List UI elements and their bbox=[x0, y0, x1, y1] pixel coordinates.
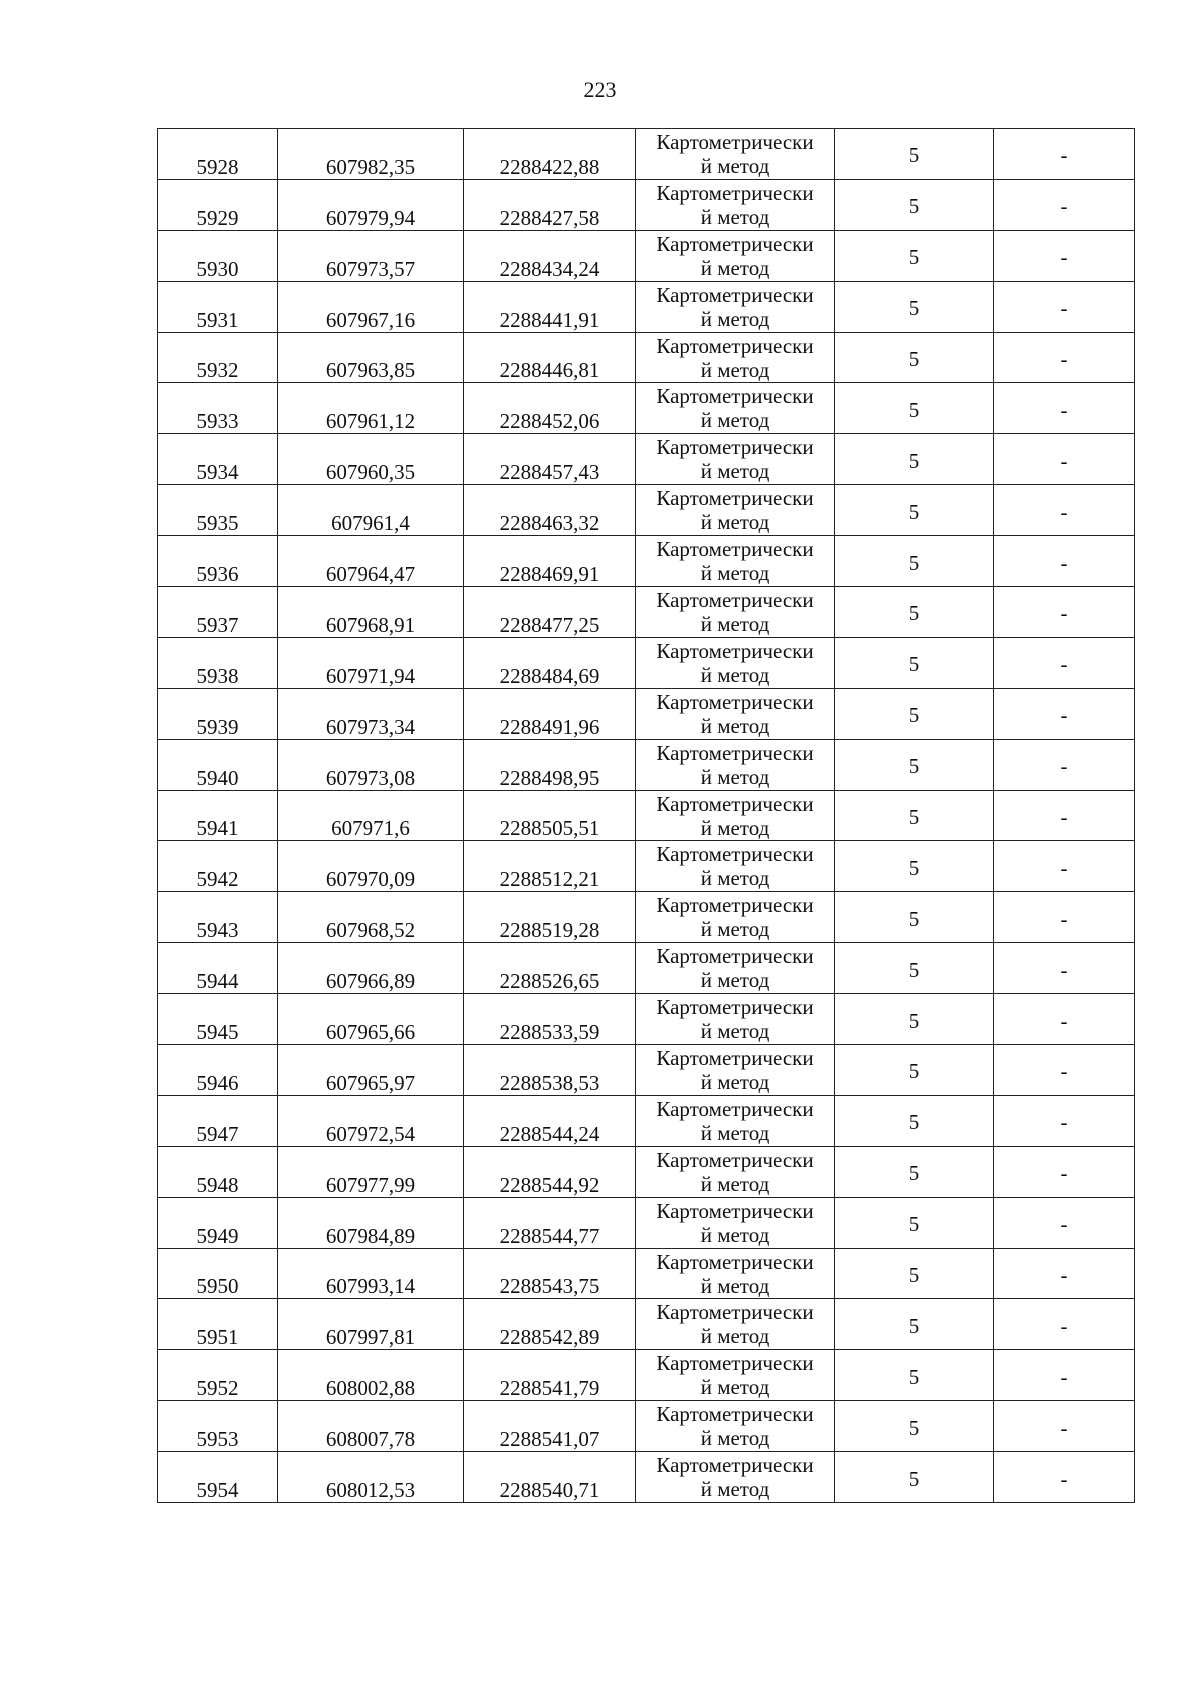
accuracy-cell: 5 bbox=[835, 1045, 994, 1096]
accuracy-cell: 5 bbox=[835, 485, 994, 536]
accuracy-cell: 5 bbox=[835, 1146, 994, 1197]
y-coordinate-cell: 2288484,69 bbox=[464, 637, 636, 688]
table-row bbox=[158, 587, 1135, 638]
note-cell: - bbox=[994, 1197, 1135, 1248]
table-row bbox=[158, 1146, 1135, 1197]
x-coordinate-cell: 607973,57 bbox=[278, 230, 464, 281]
note-cell: - bbox=[994, 841, 1135, 892]
note-cell: - bbox=[994, 1095, 1135, 1146]
table-row bbox=[158, 1299, 1135, 1350]
method-label-line2: й метод bbox=[700, 713, 770, 738]
page-number: 223 bbox=[583, 77, 617, 102]
method-cell bbox=[636, 1248, 835, 1299]
table-row bbox=[158, 1045, 1135, 1096]
method-cell bbox=[636, 230, 835, 281]
point-number-cell: 5931 bbox=[158, 281, 278, 332]
method-cell bbox=[636, 536, 835, 587]
point-number-cell: 5944 bbox=[158, 943, 278, 994]
accuracy-cell: 5 bbox=[835, 892, 994, 943]
method-label-line1: Картометрически bbox=[656, 638, 814, 663]
point-number-cell: 5929 bbox=[158, 179, 278, 230]
table-row bbox=[158, 485, 1135, 536]
y-coordinate-cell: 2288441,91 bbox=[464, 281, 636, 332]
x-coordinate-cell: 607973,08 bbox=[278, 739, 464, 790]
x-coordinate-cell: 607963,85 bbox=[278, 332, 464, 383]
method-label-line1: Картометрически bbox=[656, 689, 814, 714]
y-coordinate-cell: 2288422,88 bbox=[464, 129, 636, 180]
method-label-line2: й метод bbox=[700, 1120, 770, 1145]
y-coordinate-cell: 2288544,77 bbox=[464, 1197, 636, 1248]
method-label-line1: Картометрически bbox=[656, 1300, 814, 1325]
method-cell bbox=[636, 485, 835, 536]
note-cell: - bbox=[994, 536, 1135, 587]
accuracy-cell: 5 bbox=[835, 230, 994, 281]
method-label-line2: й метод bbox=[700, 1222, 770, 1247]
point-number-cell: 5940 bbox=[158, 739, 278, 790]
method-label-line2: й метод bbox=[700, 764, 770, 789]
y-coordinate-cell: 2288457,43 bbox=[464, 434, 636, 485]
y-coordinate-cell: 2288512,21 bbox=[464, 841, 636, 892]
method-cell bbox=[636, 739, 835, 790]
y-coordinate-cell: 2288526,65 bbox=[464, 943, 636, 994]
table-row bbox=[158, 1350, 1135, 1401]
method-cell bbox=[636, 383, 835, 434]
method-label-line1: Картометрически bbox=[656, 1096, 814, 1121]
y-coordinate-cell: 2288469,91 bbox=[464, 536, 636, 587]
method-label-line2: й метод bbox=[700, 1273, 770, 1298]
method-label-line1: Картометрически bbox=[656, 740, 814, 765]
note-cell: - bbox=[994, 281, 1135, 332]
method-label-line1: Картометрически bbox=[656, 1402, 814, 1427]
point-number-cell: 5932 bbox=[158, 332, 278, 383]
table-row bbox=[158, 230, 1135, 281]
method-cell bbox=[636, 1452, 835, 1503]
x-coordinate-cell: 607979,94 bbox=[278, 179, 464, 230]
method-cell bbox=[636, 790, 835, 841]
method-label-line1: Картометрически bbox=[656, 384, 814, 409]
method-label-line2: й метод bbox=[700, 561, 770, 586]
coordinates-table bbox=[157, 128, 1135, 1503]
method-label-line1: Картометрически bbox=[656, 1045, 814, 1070]
method-cell bbox=[636, 892, 835, 943]
accuracy-cell: 5 bbox=[835, 1248, 994, 1299]
x-coordinate-cell: 607997,81 bbox=[278, 1299, 464, 1350]
method-label-line2: й метод bbox=[700, 1019, 770, 1044]
method-label-line2: й метод bbox=[700, 255, 770, 280]
method-label-line2: й метод bbox=[700, 1477, 770, 1502]
method-label-line1: Картометрически bbox=[656, 1351, 814, 1376]
method-label-line2: й метод bbox=[700, 306, 770, 331]
accuracy-cell: 5 bbox=[835, 841, 994, 892]
x-coordinate-cell: 607993,14 bbox=[278, 1248, 464, 1299]
table-row bbox=[158, 1452, 1135, 1503]
x-coordinate-cell: 607984,89 bbox=[278, 1197, 464, 1248]
note-cell: - bbox=[994, 1452, 1135, 1503]
method-label-line2: й метод bbox=[700, 357, 770, 382]
x-coordinate-cell: 607967,16 bbox=[278, 281, 464, 332]
x-coordinate-cell: 607961,12 bbox=[278, 383, 464, 434]
coordinates-table-body bbox=[158, 129, 1135, 1503]
note-cell: - bbox=[994, 1350, 1135, 1401]
table-row bbox=[158, 281, 1135, 332]
method-label-line2: й метод bbox=[700, 204, 770, 229]
x-coordinate-cell: 607968,52 bbox=[278, 892, 464, 943]
table-row bbox=[158, 1401, 1135, 1452]
note-cell: - bbox=[994, 383, 1135, 434]
point-number-cell: 5937 bbox=[158, 587, 278, 638]
x-coordinate-cell: 607961,4 bbox=[278, 485, 464, 536]
method-label-line1: Картометрически bbox=[656, 791, 814, 816]
accuracy-cell: 5 bbox=[835, 434, 994, 485]
method-label-line2: й метод bbox=[700, 408, 770, 433]
method-label-line1: Картометрически bbox=[656, 333, 814, 358]
x-coordinate-cell: 607977,99 bbox=[278, 1146, 464, 1197]
y-coordinate-cell: 2288533,59 bbox=[464, 994, 636, 1045]
accuracy-cell: 5 bbox=[835, 1350, 994, 1401]
table-row bbox=[158, 1197, 1135, 1248]
method-label-line2: й метод bbox=[700, 815, 770, 840]
x-coordinate-cell: 607968,91 bbox=[278, 587, 464, 638]
accuracy-cell: 5 bbox=[835, 1452, 994, 1503]
table-row bbox=[158, 892, 1135, 943]
x-coordinate-cell: 608007,78 bbox=[278, 1401, 464, 1452]
method-label-line1: Картометрически bbox=[656, 231, 814, 256]
method-cell bbox=[636, 434, 835, 485]
point-number-cell: 5934 bbox=[158, 434, 278, 485]
y-coordinate-cell: 2288463,32 bbox=[464, 485, 636, 536]
method-label-line1: Картометрически bbox=[656, 842, 814, 867]
y-coordinate-cell: 2288434,24 bbox=[464, 230, 636, 281]
note-cell: - bbox=[994, 129, 1135, 180]
point-number-cell: 5952 bbox=[158, 1350, 278, 1401]
point-number-cell: 5945 bbox=[158, 994, 278, 1045]
method-label-line2: й метод bbox=[700, 917, 770, 942]
method-cell bbox=[636, 179, 835, 230]
x-coordinate-cell: 607965,66 bbox=[278, 994, 464, 1045]
method-cell bbox=[636, 587, 835, 638]
table-row bbox=[158, 536, 1135, 587]
accuracy-cell: 5 bbox=[835, 790, 994, 841]
y-coordinate-cell: 2288505,51 bbox=[464, 790, 636, 841]
note-cell: - bbox=[994, 587, 1135, 638]
method-cell bbox=[636, 332, 835, 383]
accuracy-cell: 5 bbox=[835, 129, 994, 180]
note-cell: - bbox=[994, 688, 1135, 739]
table-row bbox=[158, 179, 1135, 230]
point-number-cell: 5946 bbox=[158, 1045, 278, 1096]
x-coordinate-cell: 607965,97 bbox=[278, 1045, 464, 1096]
point-number-cell: 5953 bbox=[158, 1401, 278, 1452]
accuracy-cell: 5 bbox=[835, 1197, 994, 1248]
y-coordinate-cell: 2288540,71 bbox=[464, 1452, 636, 1503]
method-cell bbox=[636, 1401, 835, 1452]
table-row bbox=[158, 434, 1135, 485]
table-row bbox=[158, 739, 1135, 790]
method-label-line2: й метод bbox=[700, 1069, 770, 1094]
method-label-line1: Картометрически bbox=[656, 435, 814, 460]
method-label-line1: Картометрически bbox=[656, 1453, 814, 1478]
x-coordinate-cell: 608012,53 bbox=[278, 1452, 464, 1503]
y-coordinate-cell: 2288538,53 bbox=[464, 1045, 636, 1096]
method-label-line2: й метод bbox=[700, 459, 770, 484]
method-label-line2: й метод bbox=[700, 968, 770, 993]
table-row bbox=[158, 790, 1135, 841]
point-number-cell: 5954 bbox=[158, 1452, 278, 1503]
accuracy-cell: 5 bbox=[835, 383, 994, 434]
accuracy-cell: 5 bbox=[835, 1401, 994, 1452]
method-label-line1: Картометрически bbox=[656, 180, 814, 205]
accuracy-cell: 5 bbox=[835, 332, 994, 383]
method-cell bbox=[636, 1197, 835, 1248]
method-label-line1: Картометрически bbox=[656, 587, 814, 612]
note-cell: - bbox=[994, 179, 1135, 230]
method-label-line2: й метод bbox=[700, 1171, 770, 1196]
accuracy-cell: 5 bbox=[835, 1299, 994, 1350]
method-label-line1: Картометрически bbox=[656, 486, 814, 511]
method-label-line1: Картометрически bbox=[656, 944, 814, 969]
y-coordinate-cell: 2288544,24 bbox=[464, 1095, 636, 1146]
table-row bbox=[158, 1248, 1135, 1299]
note-cell: - bbox=[994, 1401, 1135, 1452]
x-coordinate-cell: 607964,47 bbox=[278, 536, 464, 587]
method-cell bbox=[636, 1095, 835, 1146]
x-coordinate-cell: 607972,54 bbox=[278, 1095, 464, 1146]
y-coordinate-cell: 2288544,92 bbox=[464, 1146, 636, 1197]
method-label-line2: й метод bbox=[700, 866, 770, 891]
method-label-line2: й метод bbox=[700, 611, 770, 636]
accuracy-cell: 5 bbox=[835, 281, 994, 332]
x-coordinate-cell: 607966,89 bbox=[278, 943, 464, 994]
method-cell bbox=[636, 688, 835, 739]
method-cell bbox=[636, 1045, 835, 1096]
point-number-cell: 5933 bbox=[158, 383, 278, 434]
y-coordinate-cell: 2288446,81 bbox=[464, 332, 636, 383]
method-label-line1: Картометрически bbox=[656, 129, 814, 154]
point-number-cell: 5951 bbox=[158, 1299, 278, 1350]
x-coordinate-cell: 608002,88 bbox=[278, 1350, 464, 1401]
method-cell bbox=[636, 637, 835, 688]
note-cell: - bbox=[994, 1248, 1135, 1299]
table-row bbox=[158, 129, 1135, 180]
accuracy-cell: 5 bbox=[835, 1095, 994, 1146]
point-number-cell: 5948 bbox=[158, 1146, 278, 1197]
method-label-line1: Картометрически bbox=[656, 1249, 814, 1274]
accuracy-cell: 5 bbox=[835, 637, 994, 688]
method-cell bbox=[636, 281, 835, 332]
method-cell bbox=[636, 1350, 835, 1401]
x-coordinate-cell: 607971,6 bbox=[278, 790, 464, 841]
note-cell: - bbox=[994, 1146, 1135, 1197]
accuracy-cell: 5 bbox=[835, 943, 994, 994]
x-coordinate-cell: 607960,35 bbox=[278, 434, 464, 485]
point-number-cell: 5928 bbox=[158, 129, 278, 180]
table-row bbox=[158, 1095, 1135, 1146]
note-cell: - bbox=[994, 790, 1135, 841]
accuracy-cell: 5 bbox=[835, 587, 994, 638]
point-number-cell: 5938 bbox=[158, 637, 278, 688]
accuracy-cell: 5 bbox=[835, 536, 994, 587]
y-coordinate-cell: 2288543,75 bbox=[464, 1248, 636, 1299]
note-cell: - bbox=[994, 485, 1135, 536]
method-cell bbox=[636, 1146, 835, 1197]
method-label-line2: й метод bbox=[700, 1324, 770, 1349]
accuracy-cell: 5 bbox=[835, 994, 994, 1045]
method-label-line2: й метод bbox=[700, 510, 770, 535]
point-number-cell: 5935 bbox=[158, 485, 278, 536]
point-number-cell: 5943 bbox=[158, 892, 278, 943]
method-label-line1: Картометрически bbox=[656, 893, 814, 918]
accuracy-cell: 5 bbox=[835, 688, 994, 739]
method-label-line2: й метод bbox=[700, 1426, 770, 1451]
x-coordinate-cell: 607973,34 bbox=[278, 688, 464, 739]
method-label-line1: Картометрически bbox=[656, 537, 814, 562]
method-cell bbox=[636, 129, 835, 180]
note-cell: - bbox=[994, 230, 1135, 281]
note-cell: - bbox=[994, 1299, 1135, 1350]
x-coordinate-cell: 607982,35 bbox=[278, 129, 464, 180]
method-label-line1: Картометрически bbox=[656, 995, 814, 1020]
note-cell: - bbox=[994, 892, 1135, 943]
point-number-cell: 5949 bbox=[158, 1197, 278, 1248]
y-coordinate-cell: 2288498,95 bbox=[464, 739, 636, 790]
y-coordinate-cell: 2288477,25 bbox=[464, 587, 636, 638]
table-row bbox=[158, 637, 1135, 688]
table-row bbox=[158, 943, 1135, 994]
point-number-cell: 5939 bbox=[158, 688, 278, 739]
y-coordinate-cell: 2288541,79 bbox=[464, 1350, 636, 1401]
method-label-line2: й метод bbox=[700, 1375, 770, 1400]
method-cell bbox=[636, 994, 835, 1045]
point-number-cell: 5947 bbox=[158, 1095, 278, 1146]
point-number-cell: 5950 bbox=[158, 1248, 278, 1299]
note-cell: - bbox=[994, 332, 1135, 383]
note-cell: - bbox=[994, 1045, 1135, 1096]
note-cell: - bbox=[994, 943, 1135, 994]
method-cell bbox=[636, 943, 835, 994]
x-coordinate-cell: 607971,94 bbox=[278, 637, 464, 688]
table-row bbox=[158, 383, 1135, 434]
note-cell: - bbox=[994, 637, 1135, 688]
y-coordinate-cell: 2288452,06 bbox=[464, 383, 636, 434]
point-number-cell: 5936 bbox=[158, 536, 278, 587]
method-cell bbox=[636, 1299, 835, 1350]
method-label-line1: Картометрически bbox=[656, 1147, 814, 1172]
method-label-line2: й метод bbox=[700, 153, 770, 178]
table-row bbox=[158, 994, 1135, 1045]
table-row bbox=[158, 332, 1135, 383]
x-coordinate-cell: 607970,09 bbox=[278, 841, 464, 892]
method-cell bbox=[636, 841, 835, 892]
note-cell: - bbox=[994, 434, 1135, 485]
table-row bbox=[158, 688, 1135, 739]
point-number-cell: 5942 bbox=[158, 841, 278, 892]
table-row bbox=[158, 841, 1135, 892]
method-label-line1: Картометрически bbox=[656, 1198, 814, 1223]
point-number-cell: 5941 bbox=[158, 790, 278, 841]
accuracy-cell: 5 bbox=[835, 739, 994, 790]
point-number-cell: 5930 bbox=[158, 230, 278, 281]
method-label-line1: Картометрически bbox=[656, 282, 814, 307]
y-coordinate-cell: 2288491,96 bbox=[464, 688, 636, 739]
y-coordinate-cell: 2288542,89 bbox=[464, 1299, 636, 1350]
note-cell: - bbox=[994, 994, 1135, 1045]
y-coordinate-cell: 2288519,28 bbox=[464, 892, 636, 943]
note-cell: - bbox=[994, 739, 1135, 790]
method-label-line2: й метод bbox=[700, 662, 770, 687]
accuracy-cell: 5 bbox=[835, 179, 994, 230]
y-coordinate-cell: 2288427,58 bbox=[464, 179, 636, 230]
y-coordinate-cell: 2288541,07 bbox=[464, 1401, 636, 1452]
